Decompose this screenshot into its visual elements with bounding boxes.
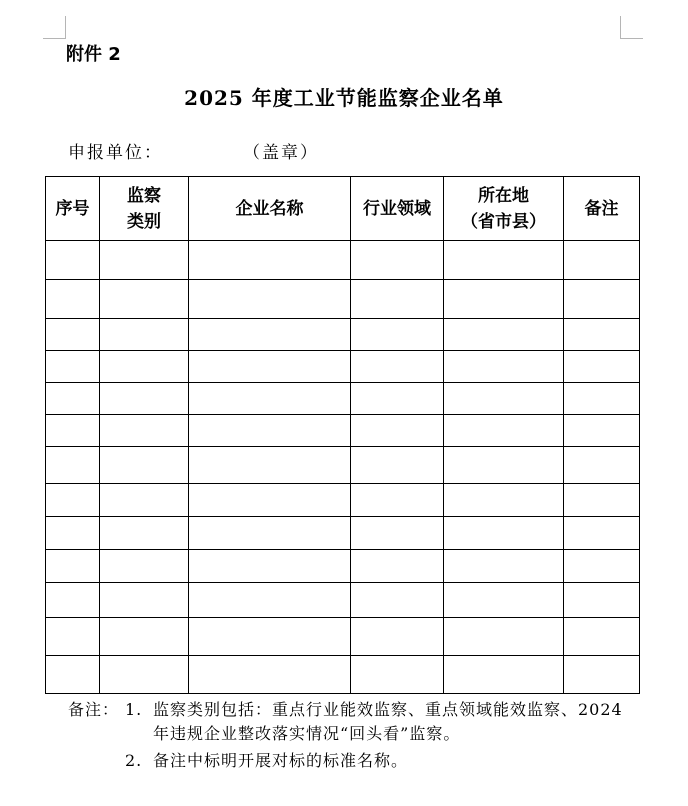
- table-cell: [100, 550, 189, 583]
- table-cell: [564, 583, 640, 618]
- table-cell: [351, 618, 444, 656]
- notes-section: [68, 698, 623, 773]
- table-cell: [189, 484, 351, 517]
- table-cell: [444, 280, 564, 319]
- reporting-unit-label: 申报单位：: [68, 143, 163, 163]
- note-text: 备注中标明开展对标的标准名称。: [153, 751, 409, 770]
- table-cell: [351, 583, 444, 618]
- table-cell: [444, 415, 564, 447]
- table-cell: [351, 280, 444, 319]
- table-cell: [189, 550, 351, 583]
- table-cell: [444, 319, 564, 351]
- column-header-serial: 序号: [46, 177, 100, 241]
- table-cell: [100, 656, 189, 694]
- table-cell: [444, 383, 564, 415]
- table-cell: [564, 656, 640, 694]
- table-cell: [444, 550, 564, 583]
- table-cell: [564, 447, 640, 484]
- table-cell: [564, 484, 640, 517]
- table-cell: [444, 351, 564, 383]
- table-cell: [444, 583, 564, 618]
- table-row: [46, 583, 640, 618]
- table-cell: [100, 484, 189, 517]
- table-row: [46, 383, 640, 415]
- table-cell: [189, 656, 351, 694]
- column-header-remarks: 备注: [564, 177, 640, 241]
- table-cell: [351, 550, 444, 583]
- table-cell: [46, 351, 100, 383]
- document-title: 2025 年度工业节能监察企业名单: [184, 86, 504, 110]
- column-header-company: 企业名称: [189, 177, 351, 241]
- table-cell: [444, 447, 564, 484]
- table-cell: [351, 241, 444, 280]
- table-cell: [444, 241, 564, 280]
- table-cell: [444, 517, 564, 550]
- table-cell: [100, 618, 189, 656]
- table-cell: [100, 280, 189, 319]
- table-cell: [564, 517, 640, 550]
- table-cell: [46, 618, 100, 656]
- table-cell: [46, 447, 100, 484]
- page-corner-mark-left: [43, 16, 66, 39]
- table-cell: [564, 241, 640, 280]
- table-row: [46, 241, 640, 280]
- column-header-location: 所在地 （省市县）: [444, 177, 564, 241]
- table-row: [46, 517, 640, 550]
- table-cell: [444, 484, 564, 517]
- seal-label: （盖章）: [243, 143, 319, 163]
- table-cell: [189, 447, 351, 484]
- table-row: [46, 447, 640, 484]
- table-cell: [189, 280, 351, 319]
- table-cell: [564, 351, 640, 383]
- note-number: 1.: [125, 700, 143, 719]
- table-row: [46, 484, 640, 517]
- table-cell: [100, 351, 189, 383]
- table-cell: [100, 383, 189, 415]
- enterprise-list-table: [45, 176, 640, 694]
- table-cell: [189, 618, 351, 656]
- table-cell: [100, 319, 189, 351]
- table-cell: [351, 415, 444, 447]
- table-body: [46, 241, 640, 694]
- table-cell: [564, 618, 640, 656]
- table-cell: [351, 484, 444, 517]
- table-cell: [46, 383, 100, 415]
- table-cell: [351, 351, 444, 383]
- table-row: [46, 319, 640, 351]
- table-cell: [100, 583, 189, 618]
- table-cell: [189, 415, 351, 447]
- table-cell: [189, 241, 351, 280]
- notes-label: 备注：: [68, 700, 120, 719]
- table-cell: [46, 415, 100, 447]
- table-cell: [46, 550, 100, 583]
- table-cell: [100, 447, 189, 484]
- table-row: [46, 415, 640, 447]
- table-cell: [444, 656, 564, 694]
- table-cell: [351, 447, 444, 484]
- table-cell: [351, 517, 444, 550]
- table-cell: [564, 280, 640, 319]
- table-row: [46, 550, 640, 583]
- table-cell: [46, 517, 100, 550]
- table-cell: [564, 383, 640, 415]
- table-cell: [189, 583, 351, 618]
- table-cell: [351, 319, 444, 351]
- note-text: 监察类别包括：重点行业能效监察、重点领域能效监察、2024 年违规企业整改落实情况“回头看”监察。: [153, 700, 623, 743]
- table-cell: [189, 517, 351, 550]
- table-header-row: [46, 177, 640, 241]
- table-cell: [564, 550, 640, 583]
- table-cell: [351, 656, 444, 694]
- table-cell: [564, 319, 640, 351]
- column-header-industry: 行业领域: [351, 177, 444, 241]
- table-cell: [189, 383, 351, 415]
- table-cell: [189, 319, 351, 351]
- page-corner-mark-right: [620, 16, 643, 39]
- table-cell: [46, 583, 100, 618]
- table-cell: [100, 517, 189, 550]
- attachment-label: 附件 2: [66, 44, 121, 65]
- note-number: 2.: [125, 751, 143, 770]
- table-row: [46, 656, 640, 694]
- table-row: [46, 618, 640, 656]
- table-cell: [351, 383, 444, 415]
- table-cell: [46, 280, 100, 319]
- table-cell: [100, 241, 189, 280]
- table-cell: [564, 415, 640, 447]
- table-row: [46, 351, 640, 383]
- table-row: [46, 280, 640, 319]
- table-cell: [444, 618, 564, 656]
- table-cell: [100, 415, 189, 447]
- table-cell: [46, 484, 100, 517]
- table-cell: [46, 319, 100, 351]
- column-header-category: 监察 类别: [100, 177, 189, 241]
- table-cell: [46, 241, 100, 280]
- table-cell: [189, 351, 351, 383]
- table-cell: [46, 656, 100, 694]
